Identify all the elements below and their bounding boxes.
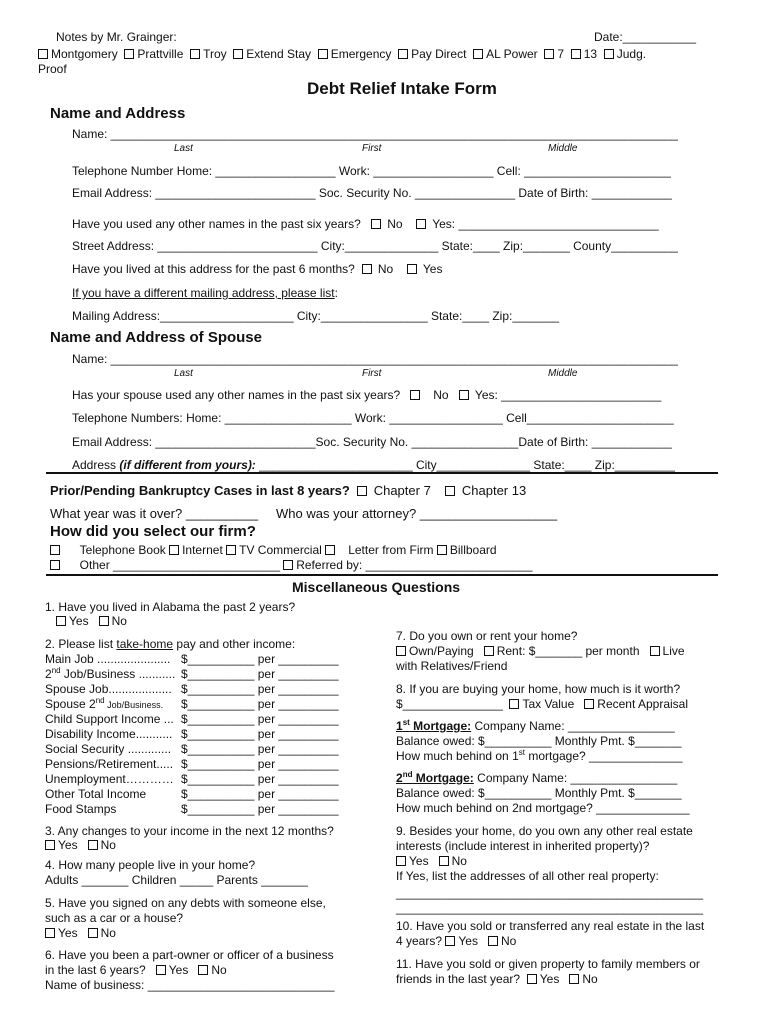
name-field[interactable]: Name: _____________________________________________________________________________________ <box>72 127 678 141</box>
rent-checkbox[interactable] <box>484 646 494 656</box>
q6-label-line2: in the last 6 years? Yes No <box>45 963 227 977</box>
checkbox[interactable] <box>437 545 447 555</box>
first-caption: First <box>362 143 382 154</box>
second-mortgage-company[interactable]: 2nd Mortgage: Company Name: ________________ <box>396 770 678 785</box>
q3-options: Yes No <box>45 838 116 852</box>
first-caption: First <box>362 368 382 379</box>
no-checkbox[interactable] <box>569 974 579 984</box>
middle-caption: Middle <box>548 143 578 154</box>
appraisal-checkbox[interactable] <box>584 699 594 709</box>
chapter7-checkbox[interactable] <box>357 486 367 496</box>
checkbox[interactable] <box>226 545 236 555</box>
q9-label-line1: 9. Besides your home, do you own any other real estate <box>396 824 693 838</box>
section-spouse: Name and Address of Spouse <box>50 329 262 346</box>
firm-other-row: Other _________________________ Referred by: _________________________ <box>50 558 532 572</box>
spouse-email-fields[interactable]: Email Address: ________________________Soc. Security No. ________________Date of Birth: ____________ <box>72 435 672 449</box>
income-amount-field[interactable]: $__________ per _________ <box>181 742 339 756</box>
last-caption: Last <box>174 143 193 154</box>
q8-options: $_______________ Tax Value Recent Appraisal <box>396 697 689 711</box>
income-amount-field[interactable]: $__________ per _________ <box>181 787 339 801</box>
checkbox[interactable] <box>544 49 554 59</box>
q1-label: 1. Have you lived in Alabama the past 2 years? <box>45 600 296 614</box>
income-amount-field[interactable]: $__________ per _________ <box>181 757 339 771</box>
q9-options: Yes No <box>396 854 467 868</box>
yes-checkbox[interactable] <box>527 974 537 984</box>
other-names-question: Have you used any other names in the past six years? No Yes: ______________________________ <box>72 217 659 231</box>
income-row-spouse-second-job[interactable]: Spouse 2nd Job/Business. <box>45 696 164 711</box>
no-checkbox[interactable] <box>488 936 498 946</box>
lived-question: Have you lived at this address for the past 6 months? No Yes <box>72 262 443 276</box>
income-amount-field[interactable]: $__________ per _________ <box>181 712 339 726</box>
checkbox[interactable] <box>473 49 483 59</box>
second-mortgage-behind[interactable]: How much behind on 2nd mortgage? ______________ <box>396 801 690 815</box>
first-mortgage-behind[interactable]: How much behind on 1st mortgage? ______________ <box>396 748 683 763</box>
other-checkbox[interactable] <box>50 560 60 570</box>
q10-label-line1: 10. Have you sold or transferred any real estate in the last <box>396 919 705 933</box>
no-checkbox[interactable] <box>410 390 420 400</box>
income-row-food-stamps[interactable]: Food Stamps <box>45 802 117 816</box>
spouse-other-names-question: Has your spouse used any other names in the past six years? No Yes: ________________________ <box>72 388 662 402</box>
income-row-spouse-job[interactable]: Spouse Job................... <box>45 682 172 696</box>
county-checkbox-row: Montgomery Prattville Troy Extend Stay Emergency Pay Direct AL Power 7 13 Judg. <box>38 47 646 61</box>
chapter13-checkbox[interactable] <box>445 486 455 496</box>
income-row-second-job[interactable]: 2nd Job/Business ........... <box>45 666 176 681</box>
no-checkbox[interactable] <box>371 219 381 229</box>
section-misc: Miscellaneous Questions <box>292 579 461 595</box>
yes-checkbox[interactable] <box>56 616 66 626</box>
q1-options: Yes No <box>56 614 127 628</box>
q5-options: Yes No <box>45 926 116 940</box>
income-row-main-job[interactable]: Main Job ...................... <box>45 652 171 666</box>
yes-checkbox[interactable] <box>445 936 455 946</box>
proof-label: Proof <box>38 62 67 76</box>
yes-checkbox[interactable] <box>45 928 55 938</box>
income-amount-field[interactable]: $__________ per _________ <box>181 727 339 741</box>
checkbox[interactable] <box>398 49 408 59</box>
checkbox[interactable] <box>50 545 60 555</box>
checkbox[interactable] <box>190 49 200 59</box>
income-amount-field[interactable]: $__________ per _________ <box>181 802 339 816</box>
first-mortgage-balance[interactable]: Balance owed: $__________ Monthly Pmt. $_______ <box>396 734 682 748</box>
divider <box>46 574 718 576</box>
income-amount-field[interactable]: $__________ per _________ <box>181 697 339 711</box>
q4-household-fields[interactable]: Adults _______ Children _____ Parents _______ <box>45 873 308 887</box>
q8-label: 8. If you are buying your home, how much is it worth? <box>396 682 681 696</box>
checkbox[interactable] <box>318 49 328 59</box>
q6-label-line1: 6. Have you been a part-owner or officer of a business <box>45 948 334 962</box>
checkbox[interactable] <box>233 49 243 59</box>
business-name-field[interactable]: Name of business: ____________________________ <box>45 978 335 992</box>
no-checkbox[interactable] <box>362 264 372 274</box>
yes-checkbox[interactable] <box>45 840 55 850</box>
spouse-telephone-fields[interactable]: Telephone Numbers: Home: ___________________ Work: _________________ Cell______________________ <box>72 411 674 425</box>
referred-checkbox[interactable] <box>283 560 293 570</box>
q10-label-line2: 4 years? Yes No <box>396 934 517 948</box>
income-amount-field[interactable]: $__________ per _________ <box>181 772 339 786</box>
q11-label-line1: 11. Have you sold or given property to family members or <box>396 957 700 971</box>
yes-checkbox[interactable] <box>407 264 417 274</box>
date-field[interactable]: Date:___________ <box>594 30 697 44</box>
street-address-fields[interactable]: Street Address: ________________________ City:______________ State:____ Zip:_______ County__________ <box>72 239 678 253</box>
mailing-address-fields[interactable]: Mailing Address:____________________ City:________________ State:____ Zip:_______ <box>72 309 560 323</box>
live-checkbox[interactable] <box>650 646 660 656</box>
bankruptcy-question: Prior/Pending Bankruptcy Cases in last 8 years? Chapter 7 Chapter 13 <box>50 483 527 498</box>
second-mortgage-balance[interactable]: Balance owed: $__________ Monthly Pmt. $_______ <box>396 786 682 800</box>
no-checkbox[interactable] <box>88 928 98 938</box>
section-firm-selection: How did you select our firm? <box>50 523 256 540</box>
mailing-note: If you have a different mailing address, please list: <box>72 286 338 300</box>
yes-checkbox[interactable] <box>416 219 426 229</box>
divider <box>46 472 718 474</box>
checkbox[interactable] <box>571 49 581 59</box>
q9-label-line3: If Yes, list the addresses of all other real property: <box>396 869 659 883</box>
income-amount-field[interactable]: $__________ per _________ <box>181 652 339 666</box>
q2-label: 2. Please list take-home pay and other income: <box>45 637 296 651</box>
q7-label: 7. Do you own or rent your home? <box>396 629 578 643</box>
income-amount-field[interactable]: $__________ per _________ <box>181 667 339 681</box>
q7-options: Own/Paying Rent: $_______ per month Live <box>396 644 685 658</box>
no-checkbox[interactable] <box>99 616 109 626</box>
checkbox[interactable] <box>325 545 335 555</box>
income-row-unemployment[interactable]: Unemployment………… <box>45 772 174 786</box>
q5-label-line1: 5. Have you signed on any debts with someone else, <box>45 896 326 910</box>
yes-checkbox[interactable] <box>459 390 469 400</box>
real-property-line[interactable]: ______________________________________________ <box>396 886 703 900</box>
spouse-name-field[interactable]: Name: _____________________________________________________________________________________ <box>72 352 678 366</box>
q5-label-line2: such as a car or a house? <box>45 911 184 925</box>
income-row-pensions[interactable]: Pensions/Retirement..... <box>45 757 174 771</box>
section-name-address: Name and Address <box>50 105 186 122</box>
tax-value-checkbox[interactable] <box>509 699 519 709</box>
real-property-line[interactable]: ______________________________________________ <box>396 901 703 915</box>
yes-checkbox[interactable] <box>156 965 166 975</box>
first-mortgage-company[interactable]: 1st Mortgage: Company Name: ________________ <box>396 718 675 733</box>
checkbox[interactable] <box>604 49 614 59</box>
bankruptcy-year-field[interactable]: What year was it over? __________ <box>50 506 259 521</box>
q11-label-line2: friends in the last year? Yes No <box>396 972 598 986</box>
q9-label-line2: interests (include interest in inherited property)? <box>396 839 650 853</box>
telephone-fields[interactable]: Telephone Number Home: __________________ Work: __________________ Cell: ______________________ <box>72 164 671 178</box>
income-row-child-support[interactable]: Child Support Income ... <box>45 712 174 726</box>
income-amount-field[interactable]: $__________ per _________ <box>181 682 339 696</box>
yes-checkbox[interactable] <box>396 856 406 866</box>
attorney-field[interactable]: Who was your attorney? ___________________ <box>276 506 558 521</box>
email-ssn-dob-fields[interactable]: Email Address: ________________________ Soc. Security No. _______________ Date of Birth: ____________ <box>72 186 672 200</box>
income-row-social-security[interactable]: Social Security ............. <box>45 742 172 756</box>
spouse-address-fields[interactable]: Address (if different from yours): _______________________ City______________ State:____ Zip:_________ <box>72 458 675 472</box>
middle-caption: Middle <box>548 368 578 379</box>
checkbox[interactable] <box>38 49 48 59</box>
income-row-disability[interactable]: Disability Income........... <box>45 727 173 741</box>
no-checkbox[interactable] <box>439 856 449 866</box>
no-checkbox[interactable] <box>88 840 98 850</box>
checkbox[interactable] <box>124 49 134 59</box>
notes-by-label: Notes by Mr. Grainger: <box>56 30 177 44</box>
own-checkbox[interactable] <box>396 646 406 656</box>
income-row-other[interactable]: Other Total Income <box>45 787 147 801</box>
q3-label: 3. Any changes to your income in the next 12 months? <box>45 824 334 838</box>
no-checkbox[interactable] <box>198 965 208 975</box>
last-caption: Last <box>174 368 193 379</box>
form-title: Debt Relief Intake Form <box>307 79 497 98</box>
q4-label: 4. How many people live in your home? <box>45 858 256 872</box>
checkbox[interactable] <box>169 545 179 555</box>
q7-relatives: with Relatives/Friend <box>396 659 508 673</box>
firm-source-row: Telephone Book Internet TV Commercial Letter from Firm Billboard <box>50 543 497 557</box>
